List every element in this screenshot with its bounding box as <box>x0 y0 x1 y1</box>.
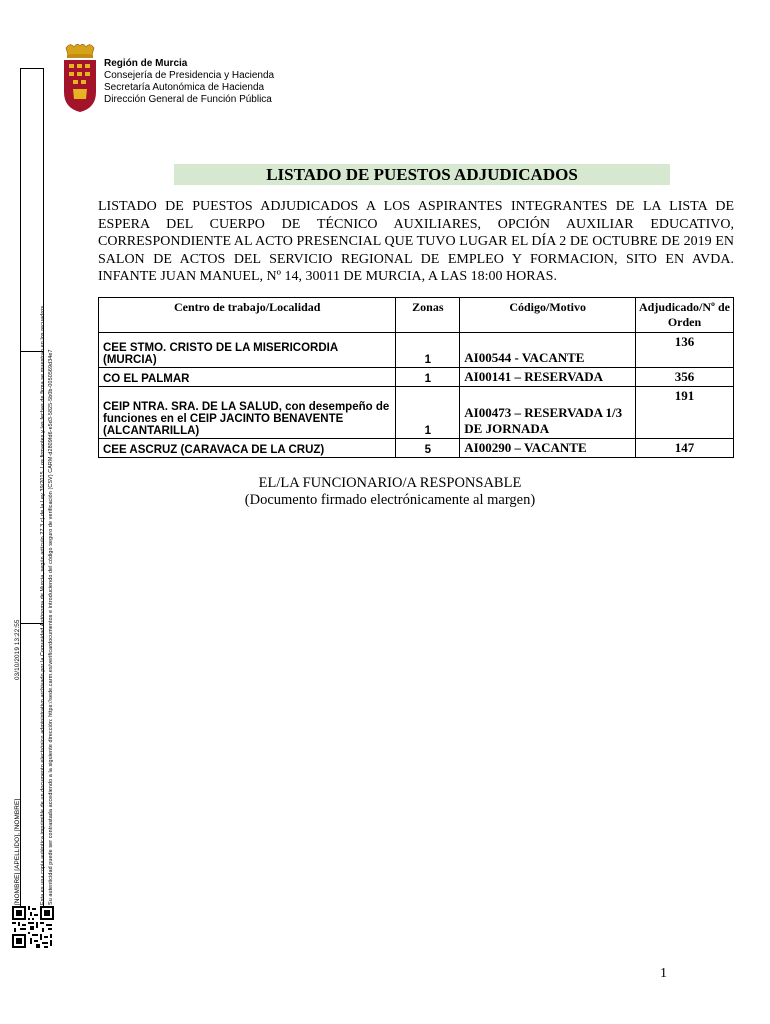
column-header-centro: Centro de trabajo/Localidad <box>99 298 396 333</box>
organization-name: Región de Murcia <box>104 58 188 69</box>
page-number: 1 <box>660 966 667 981</box>
signer-name: [NOMBRE] [APELLIDO], [NOMBRE] <box>14 798 21 905</box>
cell-centro: CEE STMO. CRISTO DE LA MISERICORDIA (MURCIA) <box>99 333 396 368</box>
cell-zona: 5 <box>396 439 460 458</box>
cell-zona: 1 <box>396 333 460 368</box>
qr-code-icon[interactable] <box>12 906 54 948</box>
cell-zona: 1 <box>396 368 460 387</box>
signature-note: (Documento firmado electrónicamente al margen) <box>244 492 536 508</box>
table-row <box>99 333 734 368</box>
table-row <box>99 387 734 439</box>
signature-block <box>98 475 682 509</box>
cell-orden: 191 <box>636 387 734 439</box>
cell-codigo: AI00141 – RESERVADA <box>460 368 636 387</box>
table-row <box>99 439 734 458</box>
organization-header <box>104 58 274 106</box>
department-line: Consejería de Presidencia y Hacienda <box>104 70 275 81</box>
cell-zona: 1 <box>396 387 460 439</box>
column-header-zonas: Zonas <box>396 298 460 333</box>
cell-codigo: AI00473 – RESERVADA 1/3 DE JORNADA <box>460 387 636 439</box>
cell-orden: 356 <box>636 368 734 387</box>
cell-centro: CEE ASCRUZ (CARAVACA DE LA CRUZ) <box>99 439 396 458</box>
verification-notice: Su autenticidad puede ser contrastada accediendo a la siguiente dirección: https://sede.carm.es/verificardocumentos e introduciendo del código seguro de verificación (CSV) CARM-d2809fd6-e5d3-5825-5b0b-0050569d34e7 <box>48 349 54 905</box>
signature-date: 03/10/2019 13:22:55 <box>14 619 21 680</box>
column-header-codigo: Código/Motivo <box>460 298 636 333</box>
cell-codigo: AI00544 - VACANTE <box>460 333 636 368</box>
table-header-row <box>99 298 734 333</box>
department-line: Dirección General de Función Pública <box>104 94 272 105</box>
cell-centro: CEIP NTRA. SRA. DE LA SALUD, con desempeño de funciones en el CEIP JACINTO BENAVENTE (ALCANTARILLA) <box>99 387 396 439</box>
cell-orden: 147 <box>636 439 734 458</box>
responsible-official: EL/LA FUNCIONARIO/A RESPONSABLE <box>258 475 522 491</box>
cell-codigo: AI00290 – VACANTE <box>460 439 636 458</box>
document-title: LISTADO DE PUESTOS ADJUDICADOS <box>174 164 670 185</box>
department-line: Secretaría Autonómica de Hacienda <box>104 82 265 93</box>
signature-margin <box>14 68 64 908</box>
cell-centro: CO EL PALMAR <box>99 368 396 387</box>
cell-orden: 136 <box>636 333 734 368</box>
column-header-orden: Adjudicado/Nº de Orden <box>636 298 734 333</box>
assignments-table <box>98 297 734 458</box>
legal-notice: Esta es una copia auténtica imprimible de un documento electrónico administrativo archivado por la Comunidad Autónoma de Murcia, según artículo 27.3.c) de la Ley 39/2015. Los firmantes y las fechas de firma se muestran en los recuadros. <box>40 304 46 905</box>
intro-paragraph: LISTADO DE PUESTOS ADJUDICADOS A LOS ASPIRANTES INTEGRANTES DE LA LISTA DE ESPERA DEL CUERPO DE TÉCNICO AUXILIARES, OPCIÓN AUXILIAR EDUCATIVO, CORRESPONDIENTE AL ACTO PRESENCIAL QUE TUVO LUGAR EL DÍA 2 DE OCTUBRE DE 2019 EN SALON DE ACTOS DEL SERVICIO REGIONAL DE EMPLEO Y FORMACION, SITO EN AVDA. INFANTE JUAN MANUEL, Nº 14, 30011 DE MURCIA, A LAS 18:00 HORAS. <box>98 199 734 285</box>
table-row <box>99 368 734 387</box>
region-murcia-coat-of-arms-icon <box>60 42 100 114</box>
